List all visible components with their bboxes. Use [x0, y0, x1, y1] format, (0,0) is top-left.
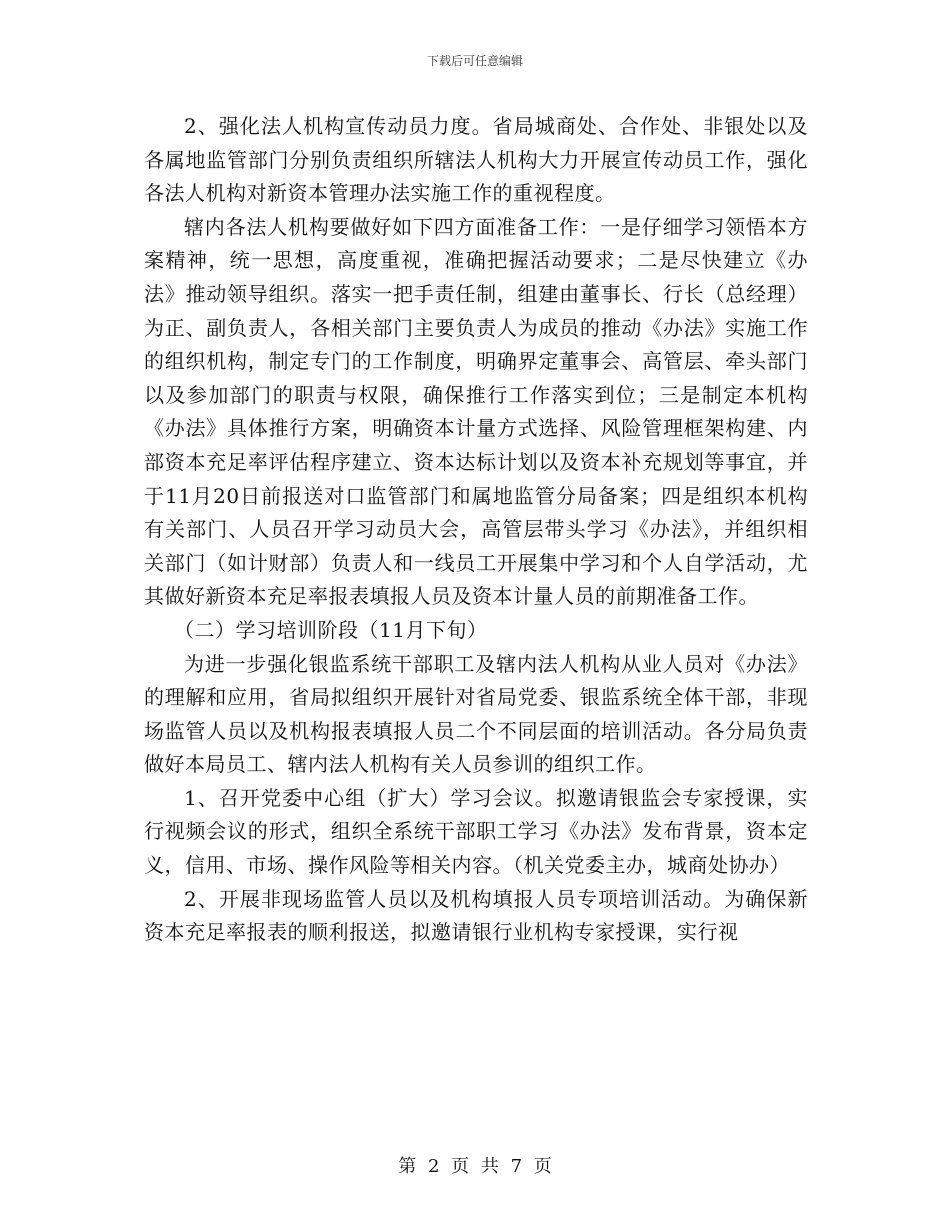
- paragraph-party-committee-meeting: 1、召开党委中心组（扩大）学习会议。拟邀请银监会专家授课，实行视频会议的形式，组织全系统干部职工学习《办法》发布背景，资本定义，信用、市场、操作风险等相关内容。（机关党委主办，城商处协办）: [144, 785, 808, 878]
- paragraph-four-preparations: 辖内各法人机构要做好如下四方面准备工作：一是仔细学习领悟本方案精神，统一思想，高度重视，准确把握活动要求；二是尽快建立《办法》推动领导组织。落实一把手责任制，组建由董事长、行长（总经理）为正、副负责人，各相关部门主要负责人为成员的推动《办法》实施工作的组织机构，制定专门的工作制度，明确界定董事会、高管层、牵头部门以及参加部门的职责与权限，确保推行工作落实到位；三是制定本机构《办法》具体推行方案，明确资本计量方式选择、风险管理框架构建、内部资本充足率评估程序建立、资本达标计划以及资本补充规划等事宜，并于11月20日前报送对口监管部门和属地监管分局备案；四是组织本机构有关部门、人员召开学习动员大会，高管层带头学习《办法》，并组织相关部门（如计财部）负责人和一线员工开展集中学习和个人自学活动，尤其做好新资本充足率报表填报人员及资本计量人员的前期准备工作。: [144, 214, 808, 609]
- page-number-footer: 第 2 页 共 7 页: [398, 1156, 552, 1177]
- section-heading-training-stage: （二）学习培训阶段（11月下旬）: [174, 617, 488, 642]
- paragraph-publicity-mobilization: 2、强化法人机构宣传动员力度。省局城商处、合作处、非银处以及各属地监管部门分别负责组织所辖法人机构大力开展宣传动员工作，强化各法人机构对新资本管理办法实施工作的重视程度。: [144, 114, 808, 206]
- page-header-note: 下载后可任意编辑: [426, 54, 523, 68]
- paragraph-training-overview: 为进一步强化银监系统干部职工及辖内法人机构从业人员对《办法》的理解和应用，省局拟组织开展针对省局党委、银监系统全体干部，非现场监管人员以及机构报表填报人员二个不同层面的培训活动。各分局负责做好本局员工、辖内法人机构有关人员参训的组织工作。: [144, 651, 808, 777]
- paragraph-special-training: 2、开展非现场监管人员以及机构填报人员专项培训活动。为确保新资本充足率报表的顺利报送，拟邀请银行业机构专家授课，实行视: [144, 886, 808, 945]
- document-body: [144, 110, 808, 950]
